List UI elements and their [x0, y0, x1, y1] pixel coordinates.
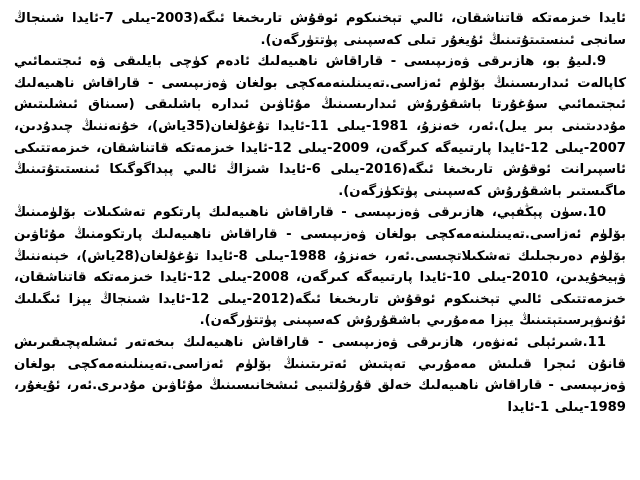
paragraph-item-10: 10.سۈن پېڭفېي، ھازىرقى ۋەزىپىسى - قاراقاش ناھىيەلىك پارتكوم تەشكىلات بۆلۈمىنىڭ بۆلۈم ئەزاسى.تەيىنلىنەمەكچى بولغان ۋەزىپىسى - قاراقاش ناھىيەلىك پارتكومنىڭ مۇئاۋىن بۆلۈم دەرىجىلىك تەشكىلاتچىسى.ئەر، خەنزۇ، 1988-يىلى 8-ئايدا تۇغۇلغان(28ياش)، خېنەننىڭ ۋېيخۇيدىن، 2010-يىلى 10-ئايدا پارتىيەگە كىرگەن، 2008-يىلى 12-ئايدا خىزمەتكە قاتناشقان، خىزمەتتىكى ئالىي تېخنىكوم ئوقۇش تارىخىغا ئىگە(2012-يىلى 12-ئايدا شىنجاڭ يېزا ئىگىلىك ئۇنىۋېرسىتېتىنىڭ يېزا مەمۇرىي باشقۇرۇش كەسپىنى پۈتتۈرگەن).: [14, 205, 627, 329]
paragraph-item-9: 9.لىيۇ بو، ھازىرقى ۋەزىپىسى - قاراقاش ناھىيەلىك ئادەم كۈچى بايلىقى ۋە ئىجتىمائىي كاپالەت ئىدارىسىنىڭ بۆلۈم ئەزاسى.تەيىنلىنەمەكچى بولغان ۋەزىپىسى - قاراقاش ناھىيەلىك ئىجتىمائىي سۇغۇرتا باشقۇرۇش ئىدارىسىنىڭ مۇئاۋىن ئىدارە باشلىقى (سىناق ئىشلىتىش مۇددىتىنى بىر يىل).ئەر، خەنزۇ، 1981-يىلى 11-ئايدا تۇغۇلغان(35ياش)، خۇنەننىڭ چىدۇدىن، 2007-يىلى 12-ئايدا پارتىيەگە كىرگەن، 2009-يىلى 12-ئايدا خىزمەتكە قاتناشقان، خىزمەتتىكى ئاسپىرانت ئوقۇش تارىخىغا ئىگە(2016-يىلى 6-ئايدا شىزاڭ ئالىي پېداگوگىكا ئىنستىتۇتىنىڭ ماگىستىر باشقۇرۇش كەسپىنى پۈتكۈزگەن).: [14, 54, 627, 199]
paragraph-continuation: ئايدا خىزمەتكە قاتناشقان، ئالىي تېخنىكوم ئوقۇش تارىخىغا ئىگە(2003-يىلى 7-ئايدا شىنجاڭ سانجى ئىنستىتۇتىنىڭ ئۇيغۇر تىلى كەسپىنى پۈتتۈرگەن).: [14, 11, 627, 48]
paragraph-item-11: 11.شىرئېلى ئەنۋەر، ھازىرقى ۋەزىپىسى - قاراقاش ناھىيەلىك بىخەتەر ئىشلەپچىقىرىش قانۇن ئىجرا قىلىش مەمۇرىي تەپتىش ئەترىتىنىڭ بۆلۈم ئەزاسى.تەيىنلىنەمەكچى بولغان ۋەزىپىسى - قاراقاش ناھىيەلىك خەلق قۇرۇلتىيى ئىشخانىسىنىڭ مۇئاۋىن مۇدىرى.ئەر، ئۇيغۇر، 1989-يىلى 1-ئايدا: [14, 334, 626, 415]
